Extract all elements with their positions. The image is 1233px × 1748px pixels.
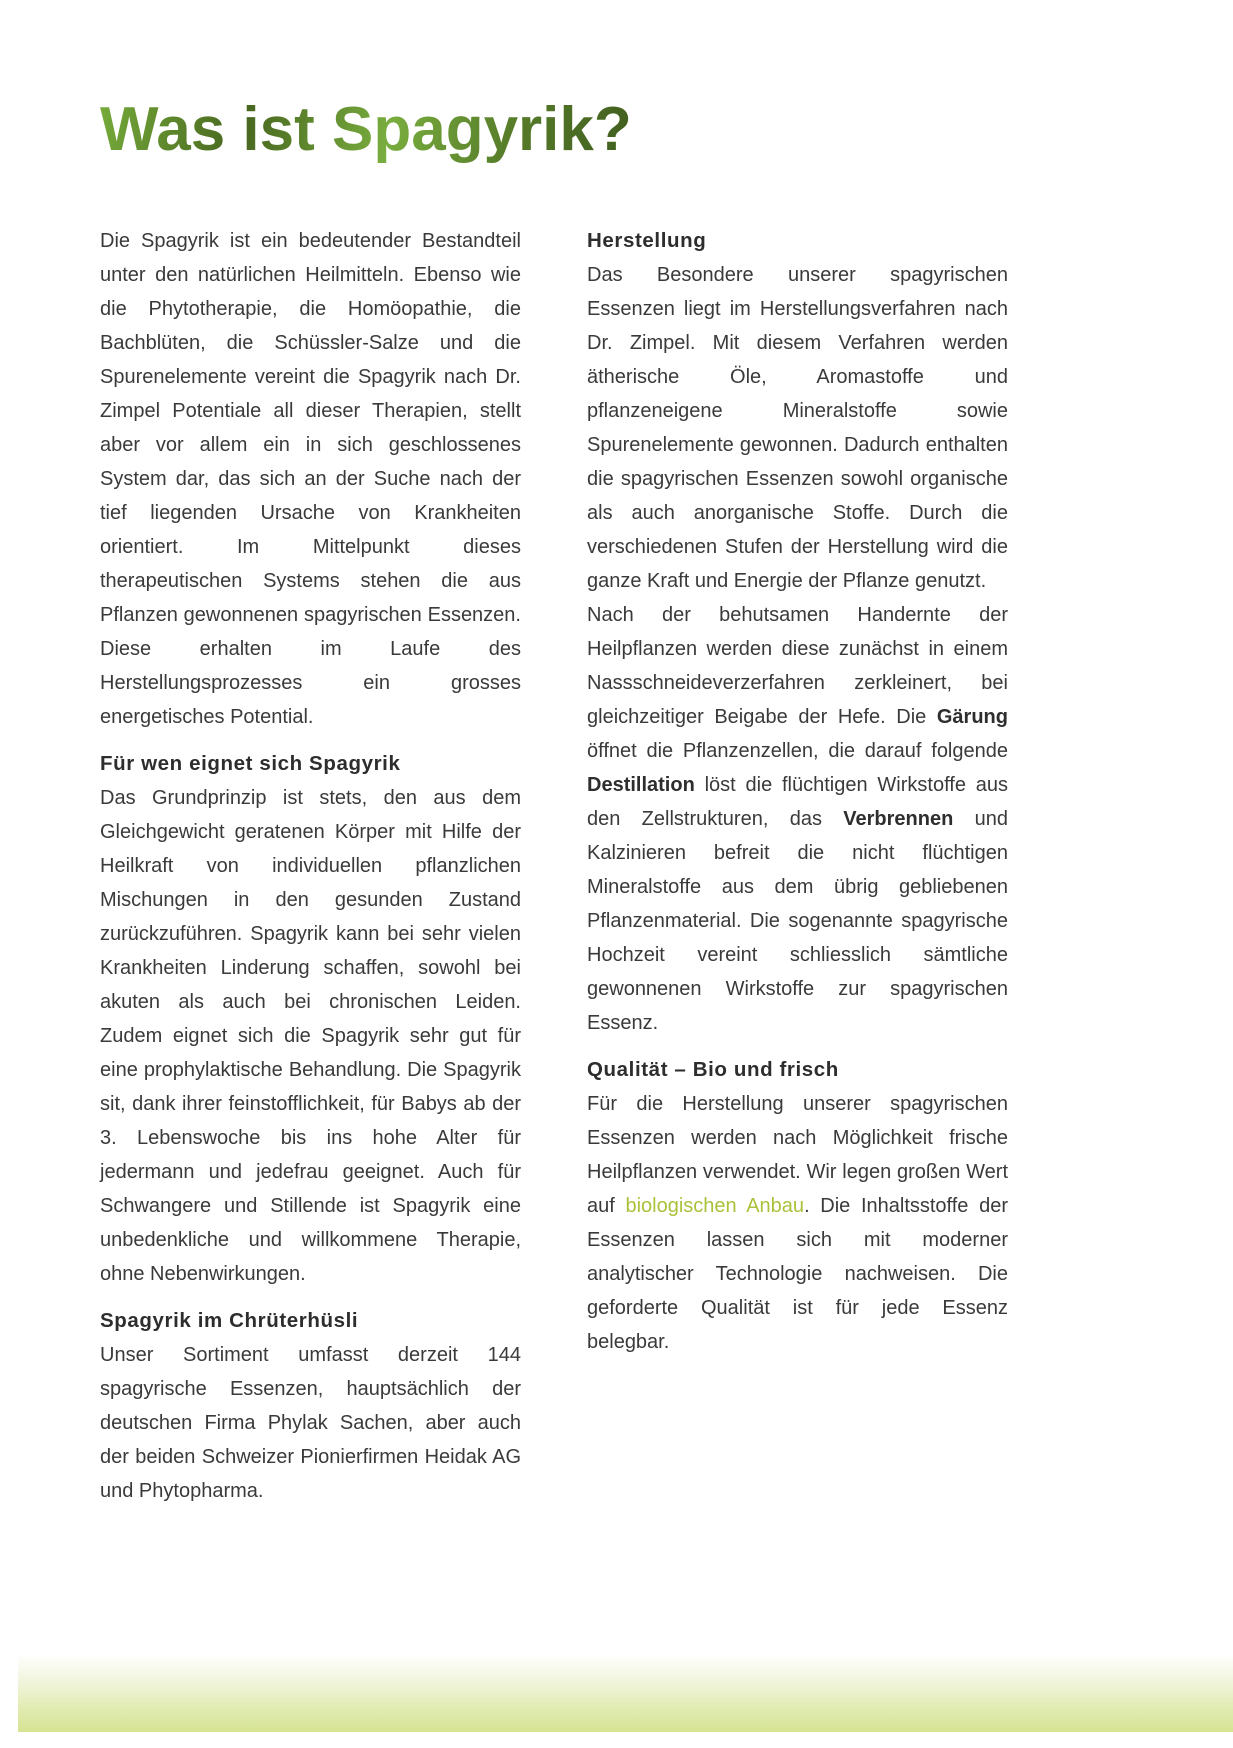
text-section xyxy=(100,747,521,1291)
section-heading: Für wen eignet sich Spagyrik xyxy=(100,752,401,776)
footer-gradient-bar xyxy=(18,1654,1233,1732)
text-run: löst die flüchtigen Wirkstoffe aus den Zellstrukturen, das xyxy=(587,774,1008,831)
text-section xyxy=(587,224,1008,1040)
text-section xyxy=(100,224,521,734)
paragraph xyxy=(587,1087,1008,1359)
two-column-layout xyxy=(100,224,1010,1508)
bold-term: Verbrennen xyxy=(843,808,954,831)
paragraph xyxy=(100,781,521,1291)
paragraph xyxy=(587,258,1008,598)
section-heading: Qualität – Bio und frisch xyxy=(587,1058,839,1082)
text-run: Für die Herstellung unserer spagyrischen Essenzen werden nach Möglichkeit frische Heilpflanzen verwendet. Wir legen großen Wert auf xyxy=(587,1093,1008,1218)
bold-term: Destillation xyxy=(587,774,695,797)
text-run: Nach der behutsamen Handernte der Heilpflanzen werden diese zunächst in einem Nassschneideverzerfahren zerkleinert, bei gleichzeitiger Beigabe der Hefe. Die xyxy=(587,604,1008,729)
paragraph xyxy=(100,1338,521,1508)
paragraph xyxy=(587,598,1008,1040)
page-content xyxy=(100,96,1010,1508)
bold-term: Gärung xyxy=(936,706,1008,729)
text-run: und Kalzinieren befreit die nicht flüchtigen Mineralstoffe aus dem übrig gebliebenen Pflanzenmaterial. Die sogenannte spagyrische Hochzeit vereint schliesslich sämtliche gewonnenen Wirkstoffe zur spagyrischen Essenz. xyxy=(587,808,1008,1035)
text-run: Unser Sortiment umfasst derzeit 144 spagyrische Essenzen, hauptsächlich der deutschen Firma Phylak Sachen, aber auch der beiden Schweizer Pionierfirmen Heidak AG und Phytopharma. xyxy=(100,1344,521,1503)
text-section xyxy=(587,1053,1008,1359)
text-run: . Die Inhaltsstoffe der Essenzen lassen sich mit moderner analytischer Technologie nachweisen. Die geforderte Qualität ist für jede Essenz belegbar. xyxy=(587,1195,1009,1354)
text-run: Das Besondere unserer spagyrischen Essenzen liegt im Herstellungsverfahren nach Dr. Zimpel. Mit diesem Verfahren werden ätherische Öle, Aromastoffe und pflanzeneigene Mineralstoffe sowie Spurenelemente gewonnen. Dadurch enthalten die spagyrischen Essenzen sowohl organische als auch anorganische Stoffe. Durch die verschiedenen Stufen der Herstellung wird die ganze Kraft und Energie der Pflanze genutzt. xyxy=(587,264,1008,593)
text-run: Das Grundprinzip ist stets, den aus dem Gleichgewicht geratenen Körper mit Hilfe der Heilkraft von individuellen pflanzlichen Mischungen in den gesunden Zustand zurückzuführen. Spagyrik kann bei sehr vielen Krankheiten Linderung schaffen, sowohl bei akuten als auch bei chronischen Leiden. Zudem eignet sich die Spagyrik sehr gut für eine prophylaktische Behandlung. Die Spagyrik sit, dank ihrer feinstofflichkeit, für Babys ab der 3. Lebenswoche bis ins hohe Alter für jedermann und jedefrau geeignet. Auch für Schwangere und Stillende ist Spagyrik eine unbedenkliche und willkommene Therapie, ohne Nebenwirkungen. xyxy=(100,787,521,1286)
page-title: Was ist Spagyrik? xyxy=(100,96,1010,164)
paragraph xyxy=(100,224,521,734)
left-column xyxy=(100,224,521,1508)
section-heading: Herstellung xyxy=(587,229,707,253)
text-run: Die Spagyrik ist ein bedeutender Bestandteil unter den natürlichen Heilmitteln. Ebenso wie die Phytotherapie, die Homöopathie, die Bachblüten, die Schüssler-Salze und die Spurenelemente vereint die Spagyrik nach Dr. Zimpel Potentiale all dieser Therapien, stellt aber vor allem ein in sich geschlossenes System dar, das sich an der Suche nach der tief liegenden Ursache von Krankheiten orientiert. Im Mittelpunkt dieses therapeutischen Systems stehen die aus Pflanzen gewonnenen spagyrischen Essenzen. Diese erhalten im Laufe des Herstellungsprozesses ein grosses energetisches Potential. xyxy=(100,230,521,729)
text-section xyxy=(100,1304,521,1508)
section-heading: Spagyrik im Chrüterhüsli xyxy=(100,1309,359,1333)
highlighted-term: biologischen Anbau xyxy=(625,1195,805,1218)
text-run: öffnet die Pflanzenzellen, die darauf folgende xyxy=(587,740,1008,763)
right-column xyxy=(587,224,1008,1508)
